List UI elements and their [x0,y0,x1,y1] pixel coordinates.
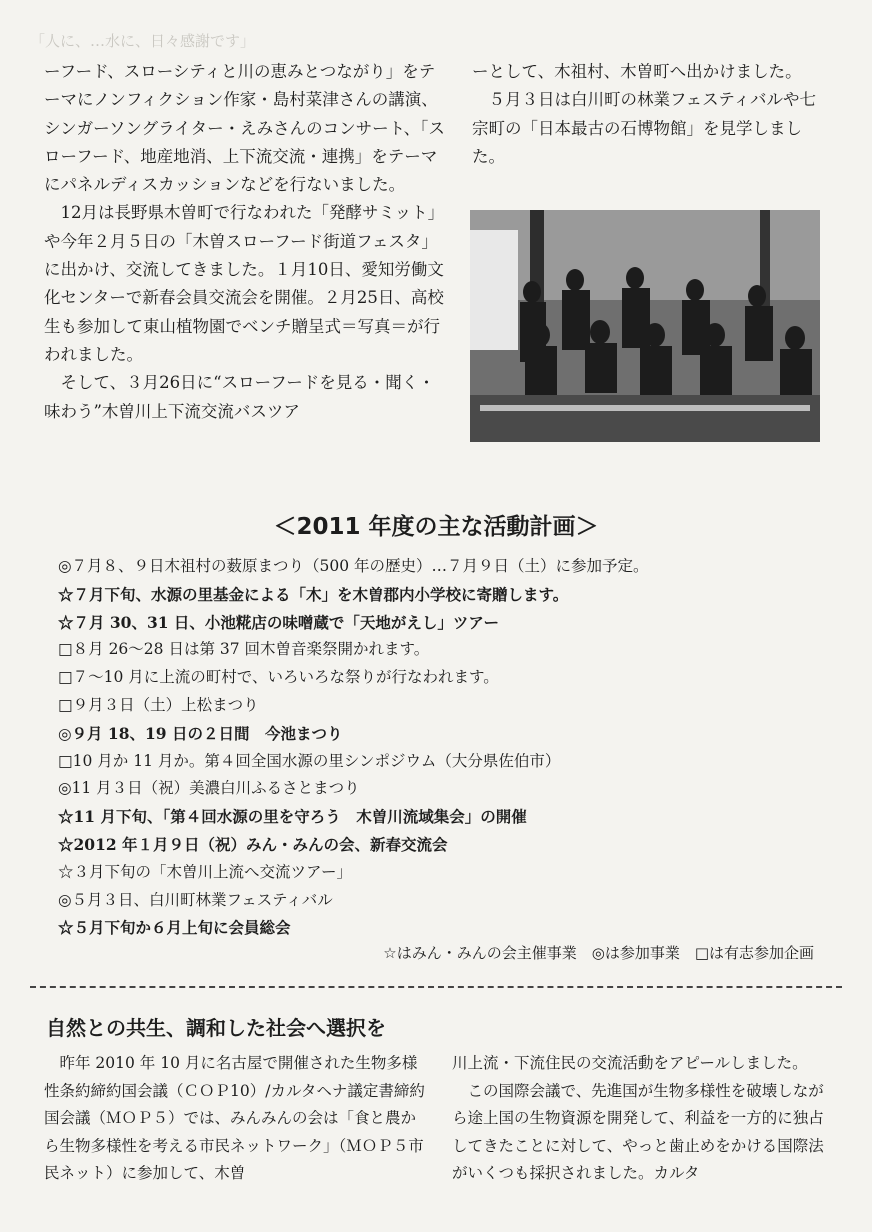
paragraph: そして、３月26日に“スローフードを見る・聞く・味わう”木曽川上下流交流バスツア [44,373,435,421]
plan-item: ☆５月下旬か６月上旬に会員総会 [58,918,291,938]
plan-item: ☆７月下旬、水源の里基金による「木」を木曽郡内小学校に寄贈します。 [58,584,569,604]
right-column [472,58,832,171]
paragraph: 昨年 2010 年 10 月に名古屋で開催された生物多様性条約締約国会議（ＣＯＰ10）/カルタヘナ議定書締約国会議（ＭＯＰ５）では、みんみんの会は「食と農から生物多様性を考える市民ネットワーク」（ＭＯＰ５市民ネット）に参加して、木曽 [44,1054,425,1183]
group-photo-image [470,210,820,442]
plan-item: □10 月か 11 月か。第４回全国水源の里シンポジウム（大分県佐伯市） [58,751,561,770]
plan-list [58,553,848,942]
paragraph: この国際会議で、先進国が生物多様性を破壊しながら途上国の生物資源を開発して、利益を一方的に独占してきたことに対して、やっと歯止めをかける国際法がいくつも採択されました。カルタ [452,1081,824,1183]
plan-legend: ☆はみん・みんの会主催事業 ◎は参加事業 □は有志参加企画 [383,944,814,962]
plan-item: □８月 26〜28 日は第 37 回木曽音楽祭開かれます。 [58,640,430,659]
plan-item: □９月３日（土）上松まつり [58,695,259,714]
plan-title: ＜2011 年度の主な活動計画＞ [273,514,599,540]
group-photo [470,210,820,442]
plan-item: ◎11 月３日（祝）美濃白川ふるさとまつり [58,779,360,798]
plan-item: □７〜10 月に上流の町村で、いろいろな祭りが行なわれます。 [58,668,499,687]
left-column [44,58,449,426]
paragraph: ーフード、スローシティと川の恵みとつながり」をテーマにノンフィクション作家・島村菜津さんの講演、シンガーソングライター・えみさんのコンサート、「スローフード、地産地消、上下流交流・連携」をテーマにパネルディスカッションなどを行ないました。 [44,62,445,195]
plan-item: ☆３月下旬の「木曽川上流へ交流ツアー」 [58,862,353,881]
plan-item: ☆11 月下旬、「第４回水源の里を守ろう 木曽川流域集会」の開催 [58,807,527,827]
paragraph: 12月は長野県木曽町で行なわれた「発酵サミット」や今年２月５日の「木曽スローフード街道フェスタ」に出かけ、交流してきました。１月10日、愛知労働文化センターで新春会員交流会を開催。２月25日、高校生も参加して東山植物園でベンチ贈呈式＝写真＝が行われました。 [44,203,445,364]
plan-item: ☆2012 年１月９日（祝）みん・みんの会、新春交流会 [58,834,448,854]
section-divider [30,986,842,988]
paragraph: ーとして、木祖村、木曽町へ出かけました。 [472,62,802,81]
section-title: 自然との共生、調和した社会へ選択を [46,1016,386,1040]
plan-item: ◎５月３日、白川町林業フェスティバル [58,890,333,909]
plan-item: ☆７月 30、31 日、小池糀店の味噌蔵で「天地がえし」ツアー [58,612,499,632]
section-left-column [44,1050,429,1188]
plan-item: ◎７月８、９日木祖村の薮原まつり（500 年の歴史）…７月９日（土）に参加予定。 [58,557,649,575]
section-right-column [452,1050,832,1188]
faded-header: 「人に、…水に、日々感謝です」 [30,32,256,50]
paragraph: 川上流・下流住民の交流活動をアピールしました。 [452,1054,808,1072]
plan-item: ◎９月 18、19 日の２日間 今池まつり [58,723,343,743]
paragraph: ５月３日は白川町の林業フェスティバルや七宗町の「日本最古の石博物館」を見学しました。 [472,90,817,166]
